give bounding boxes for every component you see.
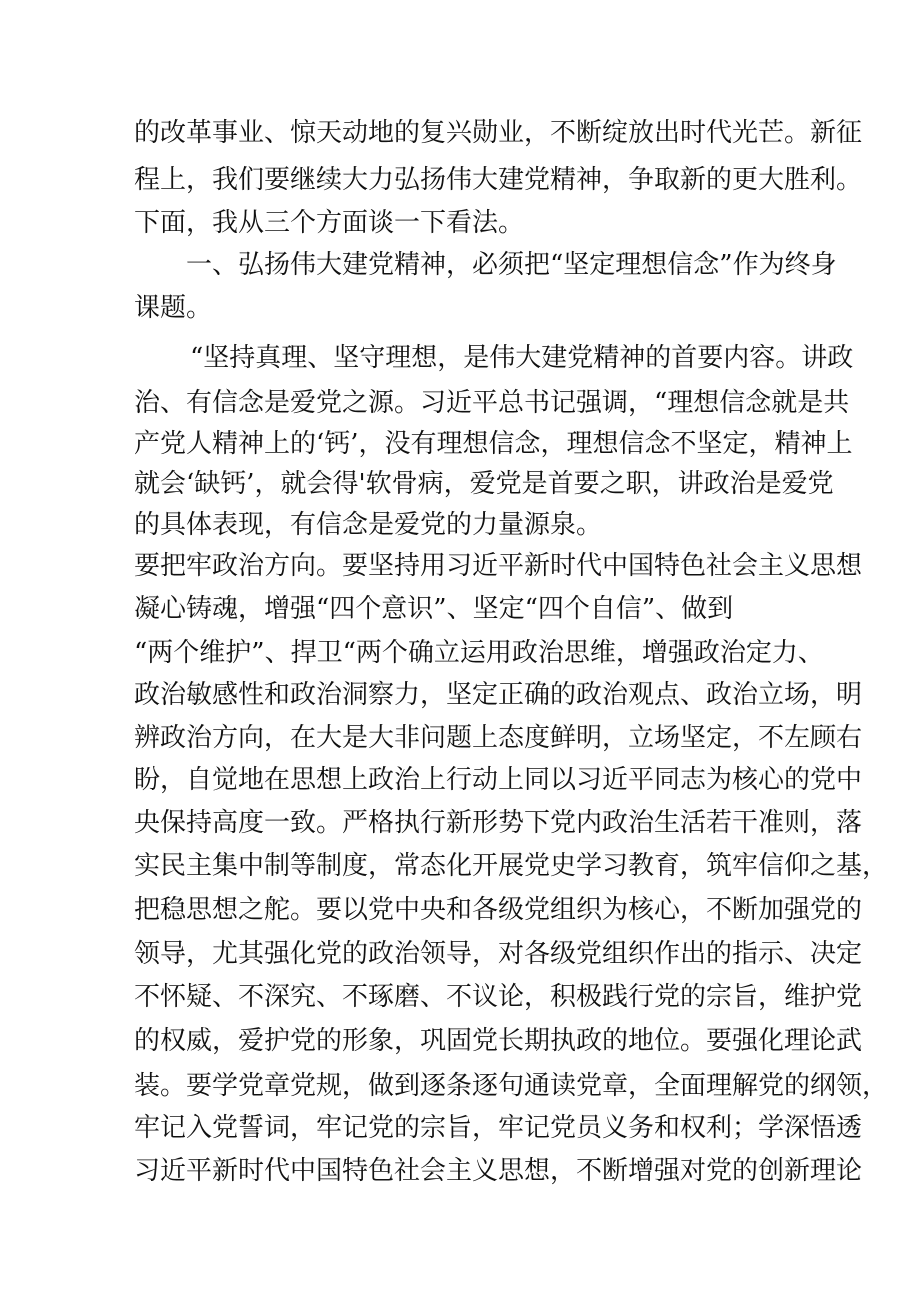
text-line: 就会‘缺钙’，就会得'软骨病，爱党是首要之职，讲政治是爱党 [134, 469, 834, 499]
text-line: 的具体表现，有信念是爱党的力量源泉。 [134, 510, 603, 540]
text-line: 把稳思想之舵。要以党中央和各级党组织为核心，不断加强党的 [134, 895, 863, 925]
text-line: 要把牢政治方向。要坚持用习近平新时代中国特色社会主义思想 [134, 551, 863, 581]
text-line: “坚持真理、坚守理想，是伟大建党精神的首要内容。讲政 [190, 343, 854, 373]
text-line: 牢记入党誓词，牢记党的宗旨，牢记党员义务和权利；学深悟透 [134, 1113, 863, 1143]
text-line: 盼，自觉地在思想上政治上行动上同以习近平同志为核心的党中 [134, 765, 863, 795]
section-heading: 课题。 [134, 293, 213, 323]
text-line: 习近平新时代中国特色社会主义思想，不断增强对党的创新理论 [134, 1156, 863, 1186]
section-heading: 一、弘扬伟大建党精神，必须把“坚定理想信念”作为终身 [186, 250, 837, 280]
text-line: 治、有信念是爱党之源。习近平总书记强调，“理想信念就是共 [134, 388, 850, 418]
text-line: 产党人精神上的‘钙’，没有理想信念，理想信念不坚定，精神上 [134, 429, 853, 459]
text-line: 装。要学党章党规，做到逐条逐句通读党章，全面理解党的纲领， [134, 1071, 889, 1101]
text-line: 不怀疑、不深究、不琢磨、不议论，积极践行党的宗旨，维护党 [134, 982, 863, 1012]
text-line: 政治敏感性和政治洞察力，坚定正确的政治观点、政治立场，明 [134, 680, 863, 710]
text-line: 央保持高度一致。严格执行新形势下党内政治生活若干准则，落 [134, 808, 863, 838]
text-line: 的改革事业、惊天动地的复兴勋业，不断绽放出时代光芒。新征 [134, 118, 863, 148]
text-line: 实民主集中制等制度，常态化开展党史学习教育，筑牢信仰之基， [134, 851, 889, 881]
text-line: 辨政治方向，在大是大非问题上态度鲜明，立场坚定，不左顾右 [134, 723, 863, 753]
text-line: “两个维护”、捍卫“两个确立运用政治思维，增强政治定力、 [134, 638, 824, 668]
text-line: 程上，我们要继续大力弘扬伟大建党精神，争取新的更大胜利。 [134, 165, 863, 195]
text-line: 下面，我从三个方面谈一下看法。 [134, 208, 525, 238]
text-line: 领导，尤其强化党的政治领导，对各级党组织作出的指示、决定 [134, 939, 863, 969]
text-line: 的权威，爱护党的形象，巩固党长期执政的地位。要强化理论武 [134, 1026, 863, 1056]
text-line: 凝心铸魂，增强“四个意识”、坚定“四个自信”、做到 [134, 594, 734, 624]
